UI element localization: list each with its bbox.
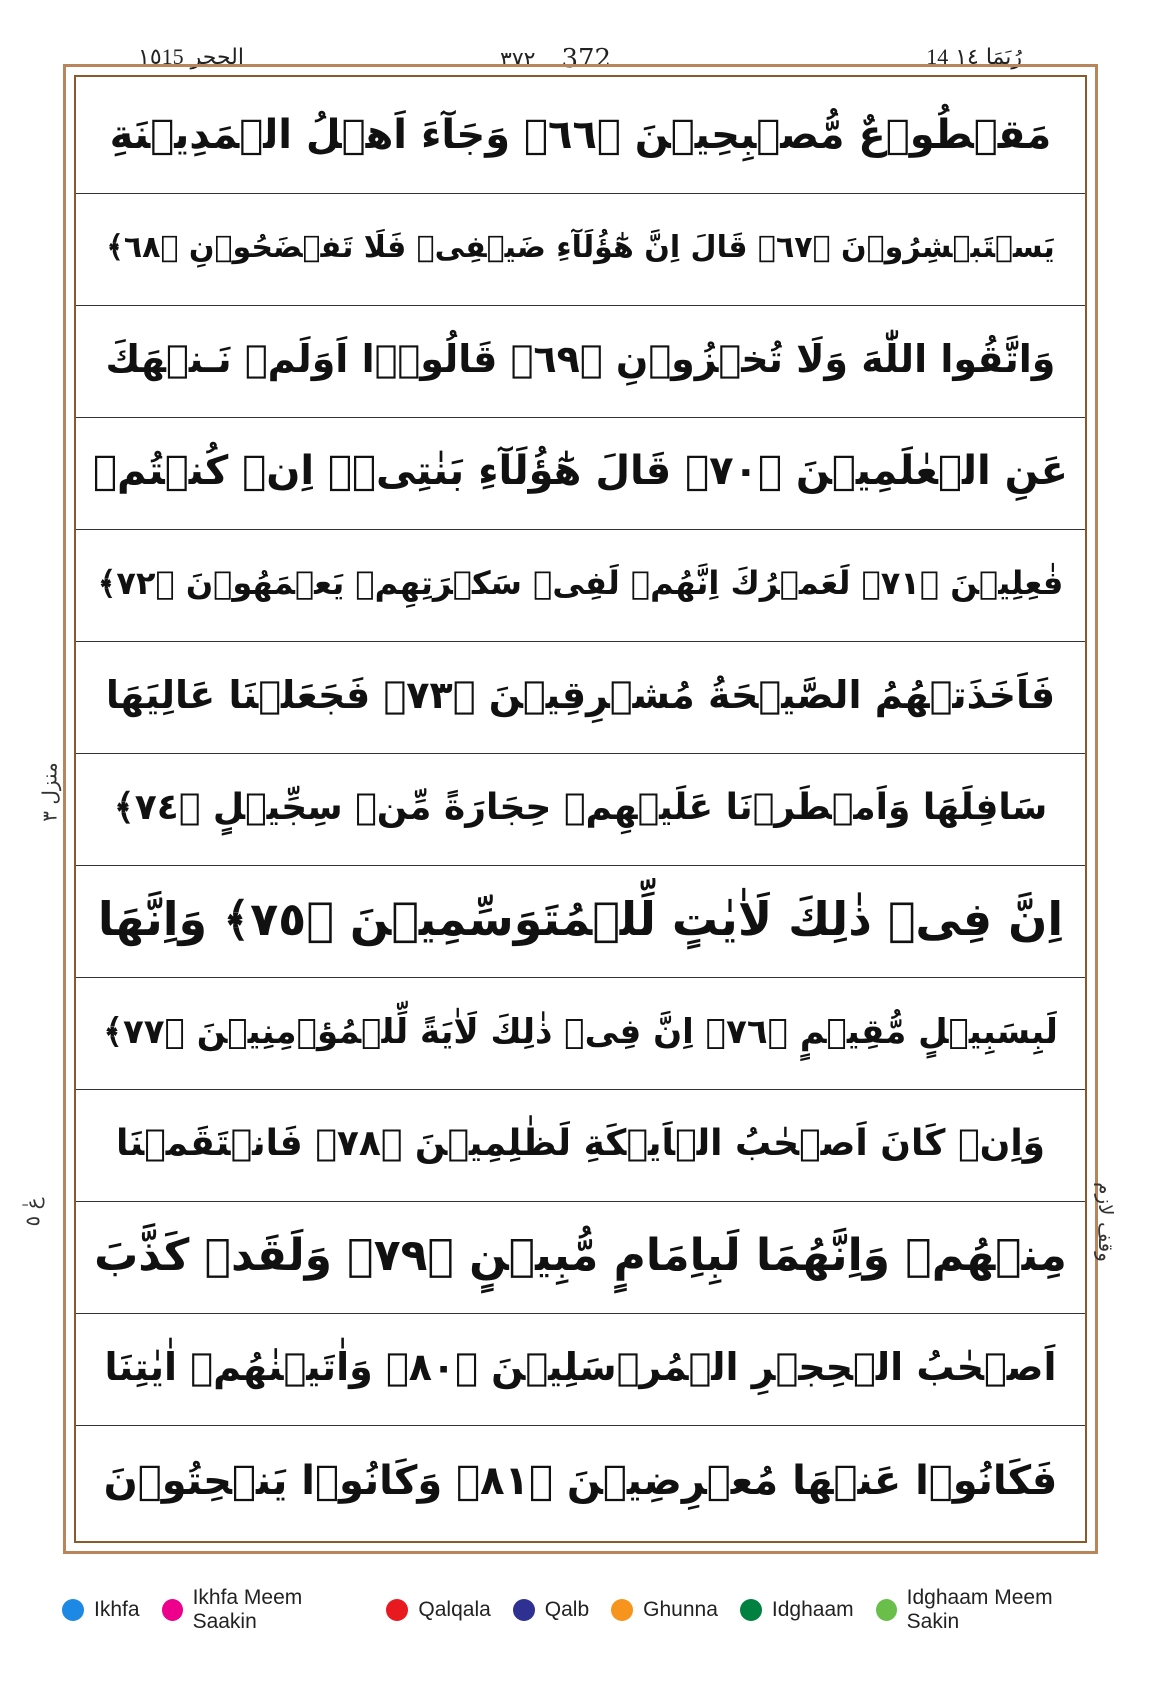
legend-label: Ikhfa [94,1598,140,1621]
text-line [76,861,1085,978]
manzil-marker: منزل ٣ [37,762,62,822]
text-line [76,413,1085,530]
legend-item [162,1586,365,1634]
legend-dot-icon [611,1599,633,1621]
text-line [76,189,1085,306]
surah-name-header: الحجر ١٥15 [138,44,244,70]
legend-dot-icon [513,1599,535,1621]
legend-dot-icon [876,1599,897,1621]
line-text: فٰعِلِيۡنَ ﴿٧١﴾ لَعَمۡرُكَ اِنَّهُمۡ لَفِىۡ سَكۡرَتِهِمۡ يَعۡمَهُوۡنَ ﴿٧٢﴾ [97,564,1064,602]
legend-dot-icon [740,1599,762,1621]
ruku-marker: عٰ ٥ [20,1197,45,1227]
legend-label: Ikhfa Meem Saakin [192,1586,303,1633]
text-line [76,77,1085,194]
text-line [76,1197,1085,1314]
legend-item [386,1598,490,1622]
juz-name-header: رُبَمَا ١٤ 14 [926,44,1022,70]
text-line [76,1309,1085,1426]
line-text: عَنِ الۡعٰلَمِيۡنَ ﴿٧٠﴾ قَالَ هٰٓؤُلَآءِ بَنٰتِىۡۤ اِنۡ كُنۡتُمۡ [93,448,1068,494]
legend-item [876,1586,1102,1634]
line-text: فَاَخَذَتۡهُمُ الصَّيۡحَةُ مُشۡرِقِيۡنَ ﴿٧٣﴾ فَجَعَلۡنَا عَالِيَهَا [105,673,1056,717]
text-line [76,525,1085,642]
text-line [76,1085,1085,1202]
line-text: وَاتَّقُوا اللّٰهَ وَلَا تُخۡزُوۡنِ ﴿٦٩﴾ قَالُوۡۤا اَوَلَمۡ نَـنۡهَكَ [105,337,1056,381]
legend-item [740,1598,854,1622]
waqf-lazim-marker: وقف لازم [1094,1182,1119,1262]
page-number-header: ٣٧٢ 372 [500,44,612,74]
text-line [76,637,1085,754]
legend-label: Idghaam Meem Sakin [906,1586,1053,1633]
text-line [76,301,1085,418]
legend-dot-icon [62,1599,84,1621]
text-frame [74,75,1087,1543]
text-line [76,973,1085,1090]
line-text: مِنۡهُمۡ وَاِنَّهُمَا لَبِاِمَامٍ مُّبِيۡنٍ ﴿٧٩﴾ وَلَقَدۡ كَذَّبَ [94,1229,1067,1281]
line-text: وَاِنۡ كَانَ اَصۡحٰبُ الۡاَيۡكَةِ لَظٰلِمِيۡنَ ﴿٧٨﴾ فَانۡتَقَمۡنَا [115,1122,1046,1164]
legend-item [611,1598,718,1622]
line-text: اَصۡحٰبُ الۡحِجۡرِ الۡمُرۡسَلِيۡنَ ﴿٨٠﴾ وَاٰتَيۡنٰهُمۡ اٰيٰتِنَا [104,1345,1057,1389]
line-text: مَقۡطُوۡعٌ مُّصۡبِحِيۡنَ ﴿٦٦﴾ وَجَآءَ اَهۡلُ الۡمَدِيۡنَةِ [109,112,1052,158]
legend-item [62,1598,140,1622]
line-text: لَبِسَبِيۡلٍ مُّقِيۡمٍ ﴿٧٦﴾ اِنَّ فِىۡ ذٰلِكَ لَاٰيَةً لِّلۡمُؤۡمِنِيۡنَ ﴿٧٧﴾ [103,1011,1058,1052]
line-text: فَكَانُوۡا عَنۡهَا مُعۡرِضِيۡنَ ﴿٨١﴾ وَكَانُوۡا يَنۡحِتُوۡنَ [103,1458,1058,1504]
tajweed-legend [62,1586,1102,1633]
text-line [76,1421,1085,1541]
legend-label: Ghunna [643,1598,718,1621]
legend-dot-icon [162,1599,183,1621]
line-text: سَافِلَهَا وَاَمۡطَرۡنَا عَلَيۡهِمۡ حِجَارَةً مِّنۡ سِجِّيۡلٍ ﴿٧٤﴾ [113,786,1048,828]
legend-item [513,1598,589,1622]
legend-dot-icon [386,1599,408,1621]
legend-label: Qalqala [418,1598,491,1621]
text-line [76,749,1085,866]
legend-label: Idghaam [771,1598,854,1621]
legend-label: Qalb [544,1598,590,1621]
line-text: اِنَّ فِىۡ ذٰلِكَ لَاٰيٰتٍ لِّلۡمُتَوَسِّمِيۡنَ ﴿٧٥﴾ وَاِنَّهَا [97,892,1064,946]
line-text: يَسۡتَبۡشِرُوۡنَ ﴿٦٧﴾ قَالَ اِنَّ هٰٓؤُلَآءِ ضَيۡفِىۡ فَلَا تَفۡضَحُوۡنِ ﴿٦٨﴾ [106,229,1055,265]
